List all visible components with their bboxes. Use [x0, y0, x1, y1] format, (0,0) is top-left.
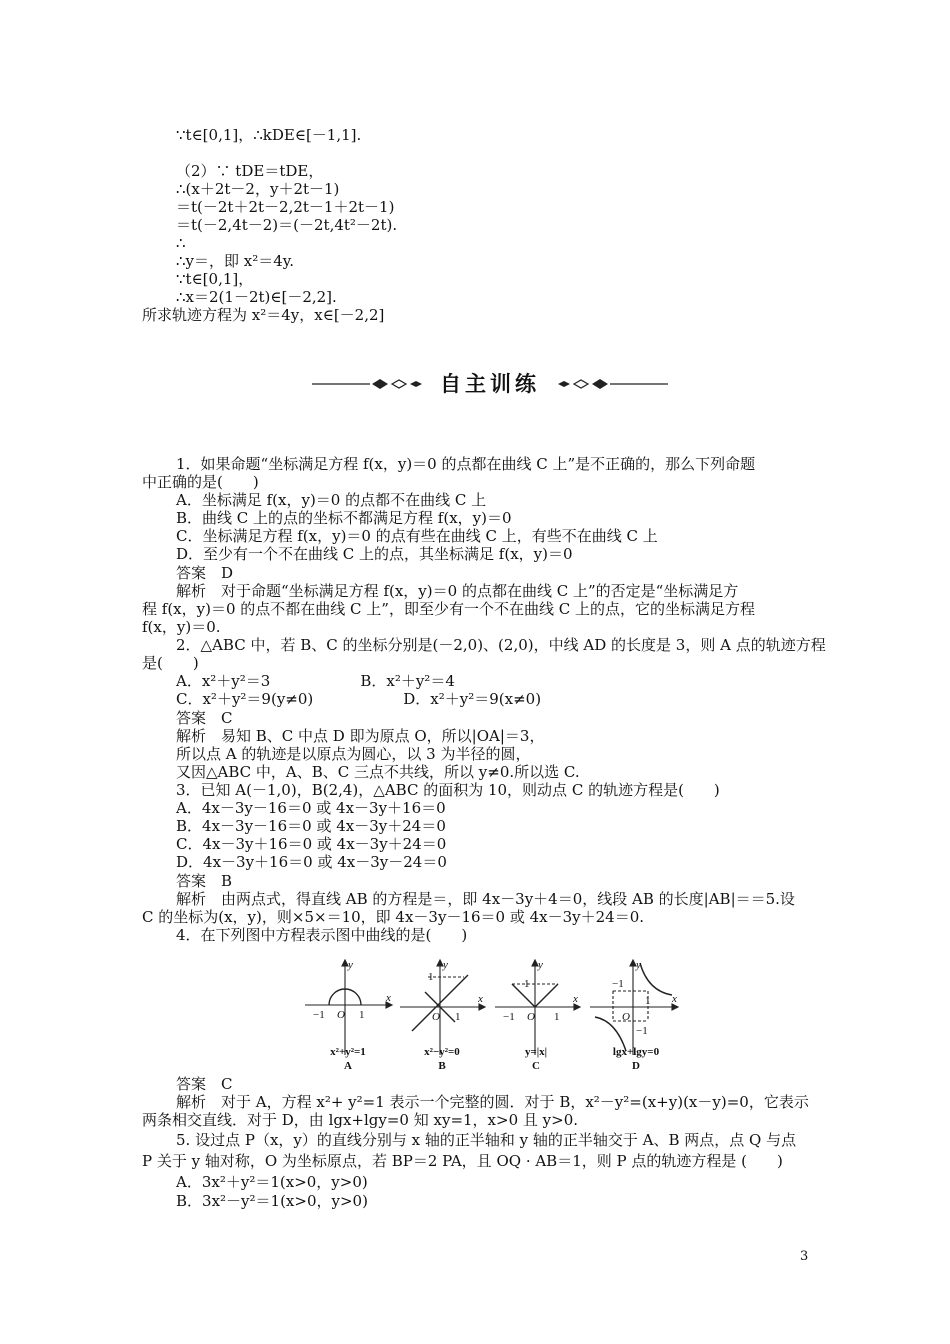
section-banner: [312, 364, 668, 404]
body-line: A．3x²＋y²＝1(x>0，y>0): [176, 1173, 368, 1191]
graph-d-neg-one-y: −1: [636, 1025, 648, 1037]
body-line: 2．△ABC 中，若 B、C 的坐标分别是(－2,0)、(2,0)，中线 AD 的长度是 3，则 A 点的轨迹方程: [176, 636, 826, 654]
body-line: C．坐标满足方程 f(x，y)＝0 的点有些在曲线 C 上，有些不在曲线 C 上: [176, 527, 658, 545]
graph-d-caption: lgx+lgy=0: [612, 1046, 660, 1058]
graph-figure-svg: [300, 955, 690, 1075]
derivation-line-3: ∴(x＋2t－2，y＋2t－1): [176, 180, 340, 198]
page-number: 3: [800, 1249, 809, 1264]
graph-d-x-label: x: [672, 993, 677, 1005]
derivation-line-8: ∵t∈[0,1]，: [176, 270, 254, 288]
body-line: 解析 由两点式，得直线 AB 的方程是＝，即 4x－3y＋4＝0，线段 AB 的长度|AB|＝＝5.设: [176, 890, 795, 908]
body-line: 3．已知 A(－1,0)，B(2,4)，△ABC 的面积为 10，则动点 C 的轨迹方程是( ): [176, 781, 720, 799]
graph-a-one: 1: [359, 1009, 365, 1021]
body-line: P 关于 y 轴对称，O 为坐标原点，若 BP＝2 PA，且 OQ · AB＝1，则 P 点的轨迹方程是 ( ): [142, 1152, 783, 1170]
derivation-line-1: ∵t∈[0,1]，∴kDE∈[－1,1].: [176, 126, 362, 144]
body-line: A．4x－3y－16＝0 或 4x－3y＋16＝0: [176, 799, 446, 817]
body-line: 是( ): [142, 654, 199, 672]
graph-a-caption: x²+y²=1: [330, 1046, 366, 1058]
graph-a-origin: O: [337, 1009, 345, 1021]
graph-a-letter: A: [344, 1060, 352, 1072]
answer-1: 答案 D: [176, 564, 234, 582]
graph-a-neg-one: −1: [313, 1009, 325, 1021]
section-title: 自主训练: [440, 372, 540, 396]
body-line: A．x²＋y²＝3 B．x²＋y²＝4: [176, 672, 455, 690]
body-line: 解析 易知 B、C 中点 D 即为原点 O，所以|OA|＝3，: [176, 727, 545, 745]
graph-d-letter: D: [632, 1060, 640, 1072]
graph-c-y-label: y: [538, 959, 543, 971]
graph-b-letter: B: [438, 1060, 446, 1072]
body-line: C．4x－3y＋16＝0 或 4x－3y＋24＝0: [176, 835, 447, 853]
graph-d-neg-one-x: −1: [612, 978, 624, 990]
graph-c-one-y: 1: [524, 978, 530, 990]
graph-d-one: 1: [645, 995, 651, 1007]
body-line: D．至少有一个不在曲线 C 上的点，其坐标满足 f(x，y)＝0: [176, 545, 573, 563]
graph-d-y-label: y: [636, 959, 641, 971]
graph-d-origin: O: [622, 1011, 630, 1023]
answer-3: 答案 B: [176, 872, 233, 890]
body-line: 5. 设过点 P（x，y）的直线分别与 x 轴的正半轴和 y 轴的正半轴交于 A、B 两点，点 Q 与点: [176, 1131, 797, 1149]
derivation-line-2: （2）∵ tDE＝tDE，: [176, 162, 324, 180]
graph-c-neg-one: −1: [503, 1011, 515, 1023]
body-line: D．4x－3y＋16＝0 或 4x－3y－24＝0: [176, 853, 447, 871]
body-line: B．3x²－y²＝1(x>0，y>0): [176, 1192, 368, 1210]
body-line: B．曲线 C 上的点的坐标不都满足方程 f(x，y)＝0: [176, 509, 512, 527]
body-line: 4．在下列图中方程表示图中曲线的是( ): [176, 926, 468, 944]
answer-2: 答案 C: [176, 709, 233, 727]
derivation-line-5: ＝t(－2,4t－2)＝(－2t,4t²－2t).: [176, 216, 398, 234]
body-line: 又因△ABC 中，A、B、C 三点不共线，所以 y≠0.所以选 C.: [176, 763, 580, 781]
body-line: 中正确的是( ): [142, 473, 259, 491]
body-line: 解析 对于命题“坐标满足方程 f(x，y)＝0 的点都在曲线 C 上”的否定是“坐标满足方: [176, 582, 739, 600]
body-line: 两条相交直线．对于 D，由 lgx+lgy=0 知 xy=1，x>0 且 y>0.: [142, 1111, 579, 1129]
body-line: B．4x－3y－16＝0 或 4x－3y＋24＝0: [176, 817, 446, 835]
body-line: 程 f(x，y)＝0 的点不都在曲线 C 上”，即至少有一个不在曲线 C 上的点，它的坐标满足方程: [142, 600, 755, 618]
body-line: 1．如果命题“坐标满足方程 f(x，y)＝0 的点都在曲线 C 上”是不正确的，那么下列命题: [176, 455, 756, 473]
graph-a-x-label: x: [386, 992, 391, 1004]
graph-b-one-y: 1: [428, 971, 434, 983]
graph-c-origin: O: [527, 1011, 535, 1023]
graph-b-origin: O: [432, 1011, 440, 1023]
answer-4: 答案 C: [176, 1075, 233, 1093]
graph-b-y-label: y: [443, 959, 448, 971]
body-line: 解析 对于 A，方程 x²+ y²=1 表示一个完整的圆．对于 B，x²－y²=(x+y)(x－y)=0，它表示: [176, 1093, 809, 1111]
body-line: C 的坐标为(x，y)，则×5×＝10，即 4x－3y－16＝0 或 4x－3y＋24＝0.: [142, 908, 645, 926]
graph-a-y-label: y: [348, 959, 353, 971]
graph-c-letter: C: [532, 1060, 540, 1072]
graph-b-one-x: 1: [455, 1011, 461, 1023]
body-line: 所以点 A 的轨迹是以原点为圆心，以 3 为半径的圆，: [176, 745, 531, 763]
graph-b-x-label: x: [478, 993, 483, 1005]
graph-figure: [300, 955, 690, 1075]
derivation-line-4: ＝t(－2t＋2t－2,2t－1＋2t－1): [176, 198, 395, 216]
derivation-line-9: ∴x＝2(1－2t)∈[－2,2].: [176, 288, 337, 306]
derivation-line-6: ∴: [176, 234, 186, 252]
graph-c-one-x: 1: [554, 1011, 560, 1023]
body-line: A．坐标满足 f(x，y)＝0 的点都不在曲线 C 上: [176, 491, 487, 509]
body-line: f(x，y)＝0.: [142, 618, 221, 636]
derivation-line-7: ∴y＝，即 x²＝4y.: [176, 252, 295, 270]
graph-b-caption: x²−y²=0: [424, 1046, 460, 1058]
graph-c-x-label: x: [573, 993, 578, 1005]
derivation-conclusion: 所求轨迹方程为 x²＝4y，x∈[－2,2]: [142, 306, 385, 324]
body-line: C．x²＋y²＝9(y≠0) D．x²＋y²＝9(x≠0): [176, 690, 542, 708]
graph-c-caption: y=|x|: [524, 1046, 548, 1058]
